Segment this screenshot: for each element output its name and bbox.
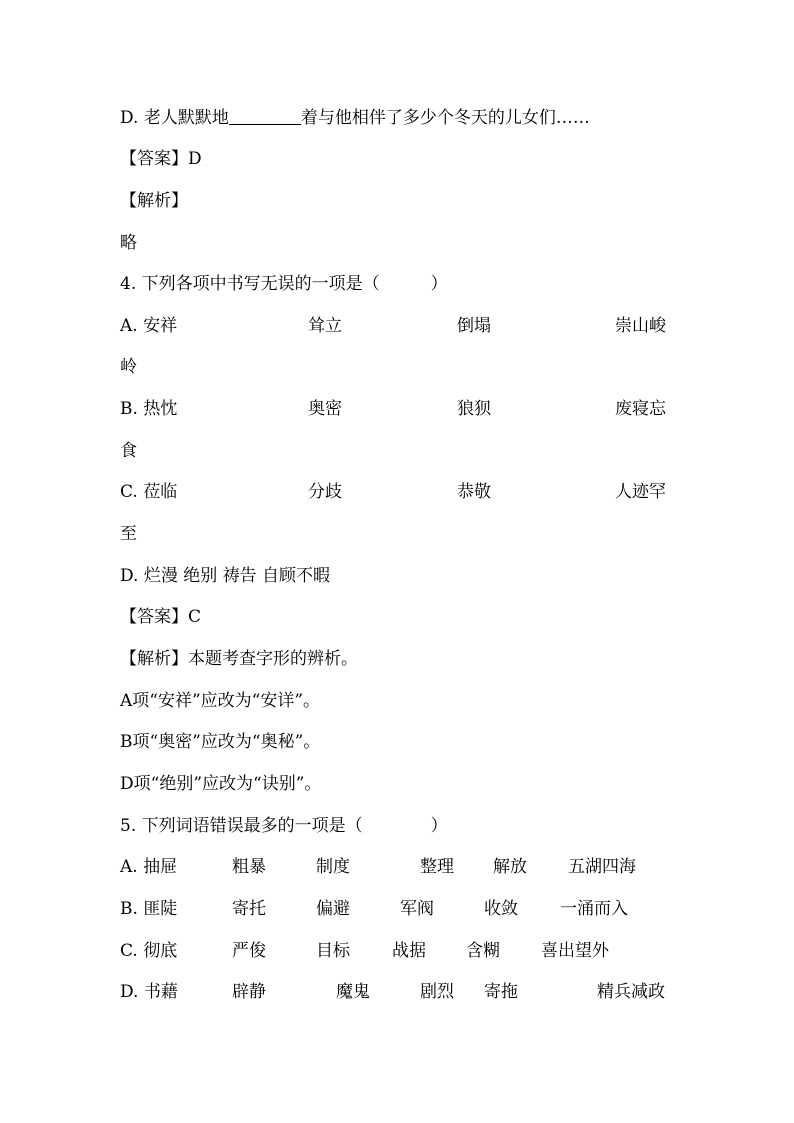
q4-option-c-word3: 恭敬 xyxy=(457,482,491,502)
q5-option-b-word3: 偏避 xyxy=(316,899,350,919)
q5-option-c-word2: 严俊 xyxy=(232,941,266,961)
q5-option-b-word2: 寄托 xyxy=(232,899,266,919)
q4-option-a-word4-wrap: 岭 xyxy=(120,357,137,377)
q5-option-c-word1: C. 彻底 xyxy=(120,941,178,961)
q4-option-b-word4-wrap: 食 xyxy=(120,441,137,461)
q4-stem: 4. 下列各项中书写无误的一项是（ ） xyxy=(120,274,448,294)
q3-analysis-text: 略 xyxy=(120,233,137,253)
q3-analysis-label: 【解析】 xyxy=(120,191,188,211)
q4-note-b: B项“奥密”应改为“奥秘”。 xyxy=(120,732,321,752)
q4-option-a-word3: 倒塌 xyxy=(457,316,491,336)
q5-option-c-word5: 含糊 xyxy=(466,941,500,961)
q4-note-d: D项“绝别”应改为“诀别”。 xyxy=(120,774,322,794)
q4-option-b-word4: 废寝忘 xyxy=(615,399,666,419)
q5-option-d-word4: 剧烈 xyxy=(420,982,454,1002)
q5-option-a-word5: 解放 xyxy=(493,857,527,877)
q5-option-b-word5: 收敛 xyxy=(484,899,518,919)
q5-option-b-word1: B. 匪陡 xyxy=(120,899,178,919)
q5-option-a-word6: 五湖四海 xyxy=(568,857,636,877)
q5-option-b-word6: 一涌而入 xyxy=(560,899,628,919)
q4-option-a-word4: 崇山峻 xyxy=(615,316,666,336)
q4-option-b-word2: 奥密 xyxy=(308,399,342,419)
fill-blank xyxy=(229,106,301,125)
q4-option-c-word2: 分歧 xyxy=(308,482,342,502)
q4-answer: 【答案】C xyxy=(120,607,202,627)
q5-option-a-word1: A. 抽屉 xyxy=(120,857,178,877)
q5-option-c-word6: 喜出望外 xyxy=(541,941,609,961)
q5-option-d-word3: 魔鬼 xyxy=(336,982,370,1002)
q4-option-d: D. 烂漫 绝别 祷告 自顾不暇 xyxy=(120,566,331,586)
q4-option-c-word4-wrap: 至 xyxy=(120,524,137,544)
q4-option-a-label: A. 安祥 xyxy=(120,316,178,336)
q3-option-d xyxy=(120,106,590,130)
q4-option-c-word4: 人迹罕 xyxy=(615,482,666,502)
q5-option-a-word2: 粗暴 xyxy=(232,857,266,877)
q3-option-d-before: D. 老人默默地 xyxy=(120,108,229,128)
q4-option-c-label: C. 莅临 xyxy=(120,482,178,502)
q5-option-d-word6: 精兵减政 xyxy=(597,982,665,1002)
q5-option-c-word4: 战据 xyxy=(392,941,426,961)
q5-option-d-word1: D. 书藉 xyxy=(120,982,178,1002)
q4-option-b-label: B. 热忱 xyxy=(120,399,178,419)
q4-option-b-word3: 狼狈 xyxy=(457,399,491,419)
q5-option-d-word5: 寄拖 xyxy=(484,982,518,1002)
q5-option-b-word4: 军阀 xyxy=(400,899,434,919)
q5-option-d-word2: 辟静 xyxy=(232,982,266,1002)
q5-option-a-word4: 整理 xyxy=(420,857,454,877)
q4-option-a-word2: 耸立 xyxy=(308,316,342,336)
q5-option-a-word3: 制度 xyxy=(316,857,350,877)
q3-answer: 【答案】D xyxy=(120,149,202,169)
q4-analysis: 【解析】本题考查字形的辨析。 xyxy=(120,649,358,669)
q3-option-d-after: 着与他相伴了多少个冬天的儿女们…… xyxy=(300,108,590,128)
q5-stem: 5. 下列词语错误最多的一项是（ ） xyxy=(120,816,448,836)
q4-note-a: A项“安祥”应改为“安详”。 xyxy=(120,691,321,711)
q5-option-c-word3: 目标 xyxy=(316,941,350,961)
